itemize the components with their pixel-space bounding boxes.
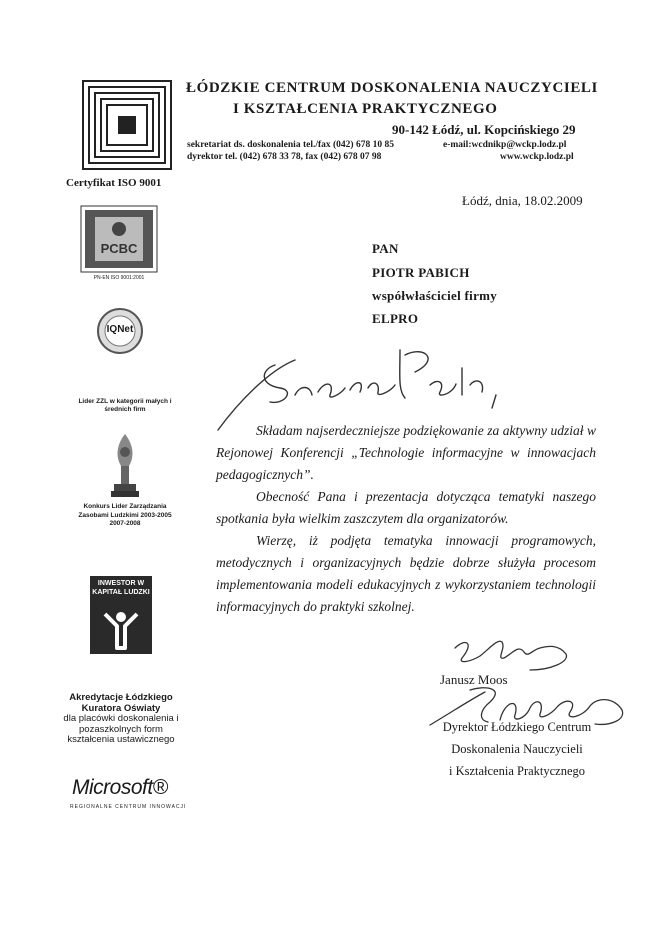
investor-badge [90, 576, 152, 654]
pcbc-label: PN-EN ISO 9001:2001 [93, 275, 145, 281]
lider-award-text: Lider ZZL w kategorii małych i średnich firm [78, 398, 172, 413]
organization-logo [82, 80, 172, 170]
pcbc-cert-badge [80, 205, 158, 285]
handwritten-closing [440, 630, 580, 678]
recipient-company: ELPRO [372, 311, 419, 326]
person-icon [103, 610, 139, 655]
signer-role-line3: i Kształcenia Praktycznego [448, 764, 586, 778]
director-contact: dyrektor tel. (042) 678 33 78, fax (042) 678 07 98 [187, 152, 382, 162]
recipient-position: współwłaściciel firmy [372, 288, 498, 303]
org-address: 90-142 Łódź, ul. Kopcińskiego 29 [392, 122, 576, 137]
svg-text:PCBC: PCBC [100, 241, 138, 256]
trophy-icon [105, 430, 145, 500]
email-address[interactable]: e-mail:wcdnikp@wckp.lodz.pl [443, 140, 567, 150]
recipient-title: PAN [372, 241, 399, 256]
letter-paragraph-2: Obecność Pana i prezentacja dotycząca tematyki naszego spotkania była wielkim zaszczytem dla organizatorów. [216, 489, 596, 526]
org-name-line1: ŁÓDZKIE CENTRUM DOSKONALENIA NAUCZYCIELI [186, 80, 598, 96]
org-name-line2: I KSZTAŁCENIA PRAKTYCZNEGO [233, 101, 498, 117]
konkurs-award-text: Konkurs Lider Zarządzania Zasobami Ludzkimi 2003-2005 2007-2008 [78, 503, 172, 527]
secretariat-contact: sekretariat ds. doskonalenia tel./fax (042) 678 10 85 [187, 140, 394, 150]
microsoft-logo: Microsoft® [72, 776, 168, 799]
letter-date: Łódź, dnia, 18.02.2009 [462, 193, 583, 208]
recipient-name: PIOTR PABICH [372, 265, 470, 280]
accreditation-title: Akredytacje Łódzkiego Kuratora Oświaty [69, 692, 173, 714]
accreditation-body: dla placówki doskonalenia i pozaszkolnych form kształcenia ustawicznego [63, 713, 179, 745]
cert-label: Certyfikat ISO 9001 [66, 177, 162, 189]
investor-label: INWESTOR W KAPITAŁ LUDZKI [92, 580, 150, 596]
signer-role-line2: Doskonalenia Nauczycieli [451, 742, 583, 756]
iqnet-label: IQNet [106, 324, 134, 335]
microsoft-subtitle: REGIONALNE CENTRUM INNOWACJI [70, 804, 187, 810]
iqnet-badge [96, 307, 144, 355]
signer-role-line1: Dyrektor Łódzkiego Centrum [442, 720, 592, 734]
signer-name: Janusz Moos [440, 672, 508, 687]
letter-paragraph-1: Składam najserdeczniejsze podziękowanie za aktywny udział w Rejonowej Konferencji „Technologie informacyjne w innowacjach pedagogicznych”. [216, 423, 596, 482]
letter-paragraph-3: Wierzę, iż podjęta tematyka innowacji programowych, metodycznych i organizacyjnych będzie dobrze służyła procesom implementowania modeli edukacyjnych z wykorzystaniem technologii informacyjnych do praktyki szkolnej. [216, 533, 596, 614]
website-address[interactable]: www.wckp.lodz.pl [500, 152, 574, 162]
accreditation-block [58, 693, 184, 746]
